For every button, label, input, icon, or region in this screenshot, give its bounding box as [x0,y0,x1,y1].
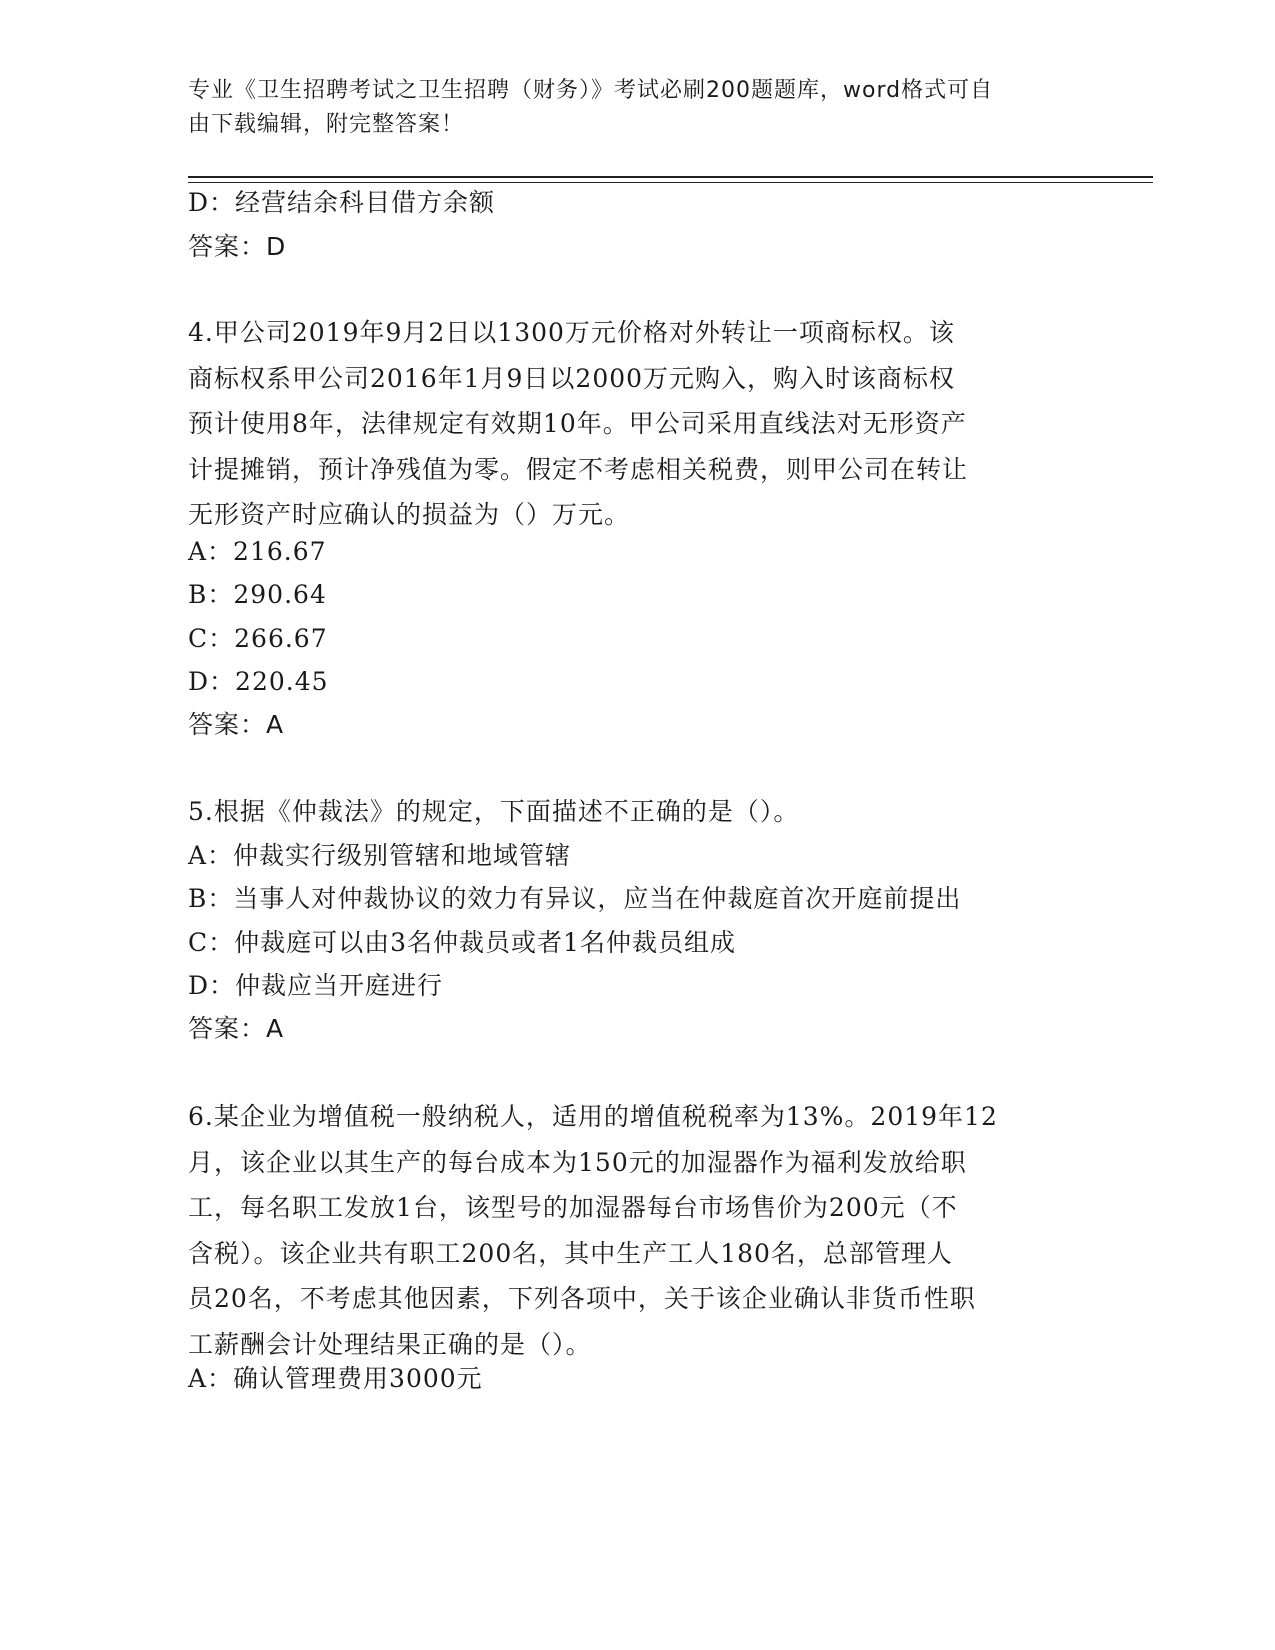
question-5-option-a: A：仲裁实行级别管辖和地域管辖 [188,841,572,870]
question-4-line-1: 4.甲公司2019年9月2日以1300万元价格对外转让一项商标权。该 [188,318,955,347]
header-rule-thin [188,182,1153,183]
header-line-2: 由下载编辑，附完整答案！ [188,112,465,137]
question-5-option-d: D：仲裁应当开庭进行 [188,971,444,1000]
question-4-line-2: 商标权系甲公司2016年1月9日以2000万元购入，购入时该商标权 [188,363,956,393]
question-4-option-b: B：290.64 [188,580,327,609]
question-4-stem [188,310,1068,538]
prev-option-d: D：经营结余科目借方余额 [188,188,496,217]
question-4-answer: 答案：A [188,710,285,739]
question-5-option-c: C：仲裁庭可以由3名仲裁员或者1名仲裁员组成 [188,928,736,957]
page-header [188,74,1068,142]
question-4-line-4: 计提摊销，预计净残值为零。假定不考虑相关税费，则甲公司在转让 [188,454,969,484]
question-6-line-2: 月，该企业以其生产的每台成本为150元的加湿器作为福利发放给职 [188,1147,967,1177]
header-line-1: 专业《卫生招聘考试之卫生招聘（财务）》考试必刷200题题库，word格式可自 [188,78,994,103]
question-5-option-b: B：当事人对仲裁协议的效力有异议，应当在仲裁庭首次开庭前提出 [188,884,962,913]
question-6-line-1: 6.某企业为增值税一般纳税人，适用的增值税税率为13%。2019年12 [188,1102,998,1131]
header-rule-thick [188,176,1153,178]
question-6-line-6: 工薪酬会计处理结果正确的是（）。 [188,1329,592,1359]
question-6-stem [188,1094,1068,1367]
question-4-line-5: 无形资产时应确认的损益为（）万元。 [188,500,631,529]
question-4-option-d: D：220.45 [188,667,329,696]
question-5-stem: 5.根据《仲裁法》的规定，下面描述不正确的是（）。 [188,797,800,826]
question-6-line-3: 工，每名职工发放1台，该型号的加湿器每台市场售价为200元（不 [188,1193,958,1222]
question-6-option-a: A：确认管理费用3000元 [188,1364,483,1393]
question-4-option-c: C：266.67 [188,624,328,653]
question-5-answer: 答案：A [188,1014,285,1043]
question-4-line-3: 预计使用8年，法律规定有效期10年。甲公司采用直线法对无形资产 [188,409,967,438]
question-4-option-a: A：216.67 [188,537,327,566]
question-6-line-5: 员20名，不考虑其他因素，下列各项中，关于该企业确认非货币性职 [188,1284,976,1313]
question-6-line-4: 含税）。该企业共有职工200名，其中生产工人180名，总部管理人 [188,1238,953,1268]
prev-answer: 答案：D [188,232,287,261]
